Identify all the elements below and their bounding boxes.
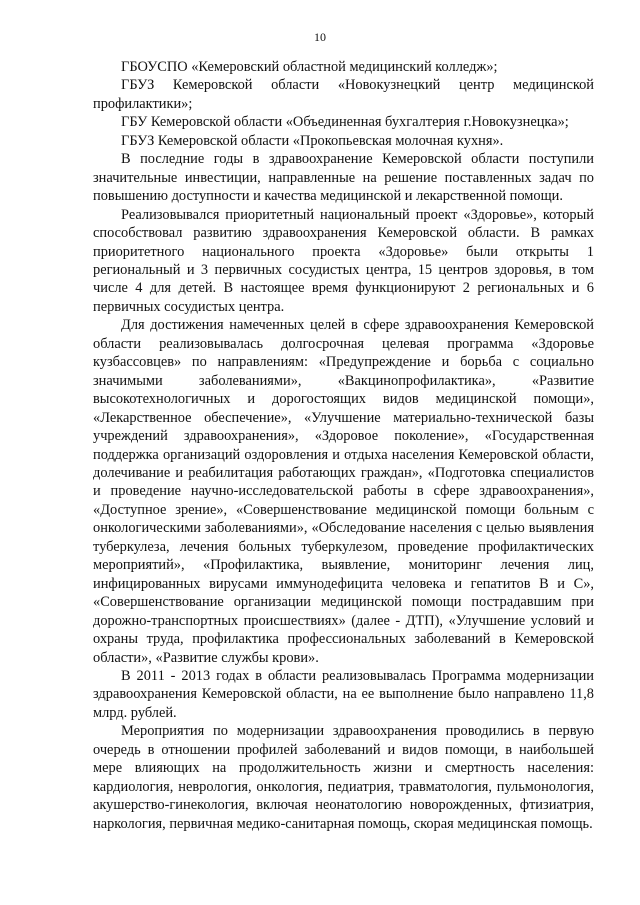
paragraph-national-project: Реализовывался приоритетный национальный проект «Здоровье», который способствовал развитию здравоохранения Кемеровской области. В рамках приоритетного национального проекта «Здоровье» были открыты 1 региональный и 3 первичных сосудистых центра, 15 центров здоровья, в том числе 4 для детей. В настоящее время функционируют 2 региональных и 6 первичных сосудистых центра. [93, 206, 594, 315]
page-number: 10 [314, 30, 326, 44]
paragraph-prevention-center: ГБУЗ Кемеровской области «Новокузнецкий центр медицинской профилактики»; [93, 77, 594, 112]
paragraph-modernization-program: В 2011 - 2013 годах в области реализовывалась Программа модернизации здравоохранения Кемеровской области, на ее выполнение было направлено 11,8 млрд. рублей. [93, 667, 594, 721]
paragraph-college: ГБОУСПО «Кемеровский областной медицинский колледж»; [121, 59, 498, 75]
paragraph-modernization-measures: Мероприятия по модернизации здравоохранения проводились в первую очередь в отношении профилей заболеваний и видов помощи, в наибольшей мере влияющих на продолжительность жизни и смертность населения: кардиология, неврология, онкология, педиатрия, травматология, пульмонология, акушерство-гинекология, включая неонатологию новорожденных, фтизиатрия, наркология, первичная медико-санитарная помощь, скорая медицинская помощь. [93, 723, 594, 832]
paragraph-accounting: ГБУ Кемеровской области «Объединенная бухгалтерия г.Новокузнецка»; [121, 114, 569, 131]
paragraph-dairy-kitchen: ГБУЗ Кемеровской области «Прокопьевская молочная кухня». [121, 132, 504, 149]
paragraph-target-program: Для достижения намеченных целей в сфере здравоохранения Кемеровской области реализовывалась долгосрочная целевая программа «Здоровье кузбассовцев» по направлениям: «Предупреждение и борьба с социально значимыми заболеваниями», «Вакцинопрофилактика», «Развитие высокотехнологичных и дорогостоящих видов медицинской помощи», «Лекарственное обеспечение», «Улучшение материально-технической базы учреждений здравоохранения», «Здоровое поколение», «Государственная поддержка организаций оздоровления и отдыха населения Кемеровской области, долечивание и реабилитация работающих граждан», «Подготовка специалистов и проведение научно-исследовательской работы в сфере здравоохранения», «Доступное зрение», «Совершенствование медицинской помощи больным с онкологическими заболеваниями», «Обследование населения с целью выявления туберкулеза, лечения больных туберкулезом, проведение профилактических мероприятий», «Профилактика, выявление, мониторинг лечения лиц, инфицированных вирусами иммунодефицита человека и гепатитов В и С», «Совершенствование организации медицинской помощи пострадавшим при дорожно-транспортных происшествиях» (далее - ДТП), «Улучшение условий и охраны труда, профилактика профессиональных заболеваний в Кемеровской области», «Развитие службы крови». [93, 317, 594, 666]
document-body [93, 58, 594, 833]
paragraph-investments: В последние годы в здравоохранение Кемеровской области поступили значительные инвестиции, направленные на решение поставленных задач по повышению доступности и качества медицинской и лекарственной помощи. [93, 151, 594, 205]
